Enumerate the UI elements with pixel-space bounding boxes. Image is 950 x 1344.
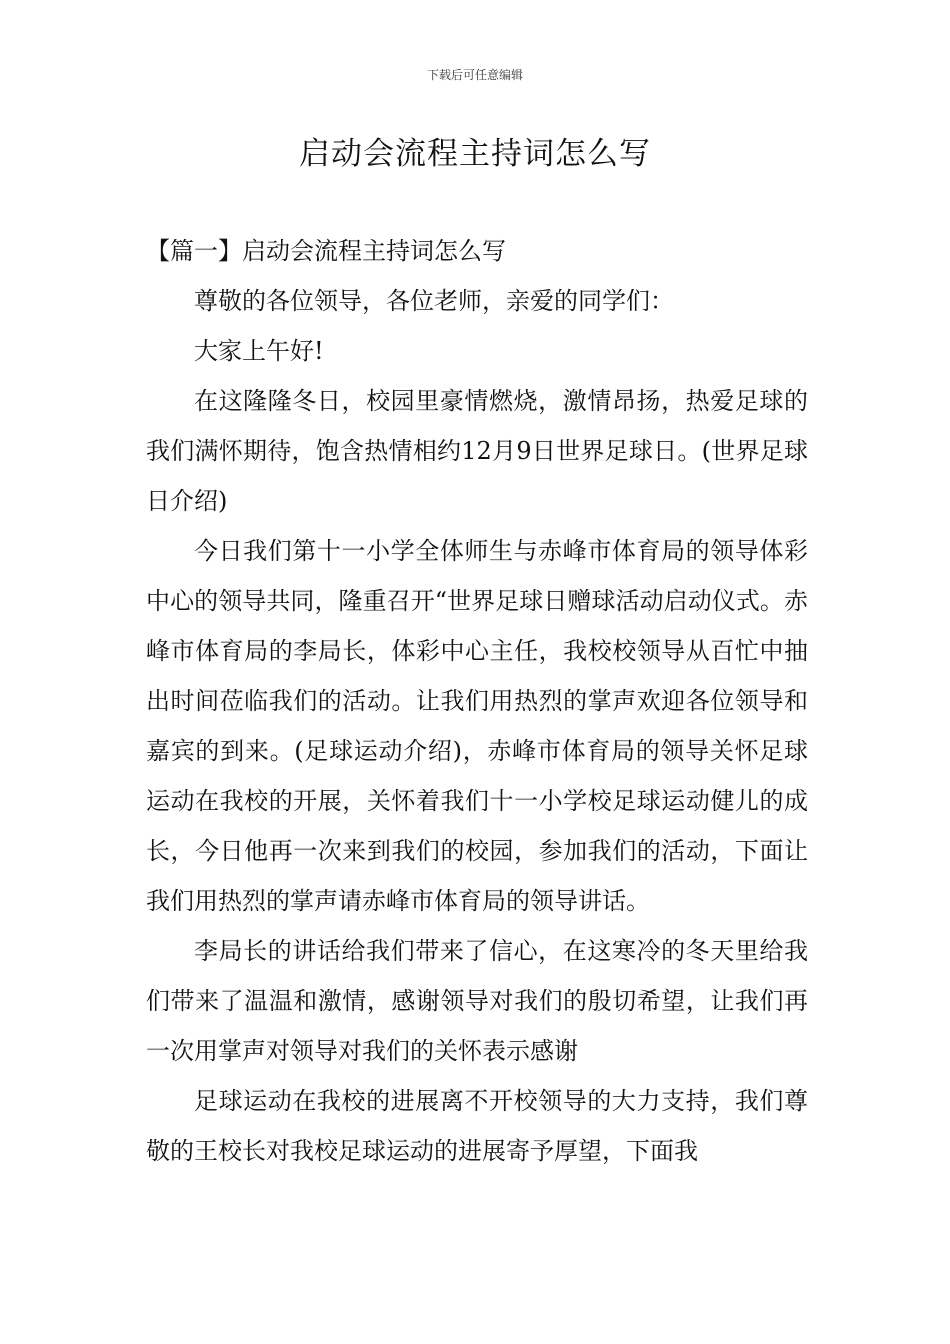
document-title: 启动会流程主持词怎么写 [299,136,651,172]
header-note: 下载后可任意编辑 [426,68,523,82]
paragraph-thanks: 李局长的讲话给我们带来了信心，在这寒冷的冬天里给我们带来了温温和激情，感谢领导对我们的殷切希望，让我们再一次用掌声对领导对我们的关怀表示感谢 [146,937,808,1065]
paragraph-ceremony: 今日我们第十一小学全体师生与赤峰市体育局的领导体彩中心的领导共同，隆重召开“世界足球日赠球活动启动仪式。赤峰市体育局的李局长，体彩中心主任，我校校领导从百忙中抽出时间莅临我们的活动。让我们用热烈的掌声欢迎各位领导和嘉宾的到来。(足球运动介绍)，赤峰市体育局的领导关怀足球运动在我校的开展，关怀着我们十一小学校足球运动健儿的成长，今日他再一次来到我们的校园，参加我们的活动，下面让我们用热烈的掌声请赤峰市体育局的领导讲话。 [146,537,808,915]
paragraph-good-morning: 大家上午好! [194,337,324,365]
paragraph-greeting: 尊敬的各位领导，各位老师，亲爱的同学们： [194,287,674,315]
section-heading: 【篇一】启动会流程主持词怎么写 [146,237,506,265]
paragraph-intro: 在这隆隆冬日，校园里豪情燃烧，激情昂扬，热爱足球的我们满怀期待，饱含热情相约12月9日世界足球日。(世界足球日介绍) [146,387,808,515]
paragraph-principal: 足球运动在我校的进展离不开校领导的大力支持，我们尊敬的王校长对我校足球运动的进展寄予厚望，下面我 [146,1087,808,1165]
document-body [146,226,808,1176]
